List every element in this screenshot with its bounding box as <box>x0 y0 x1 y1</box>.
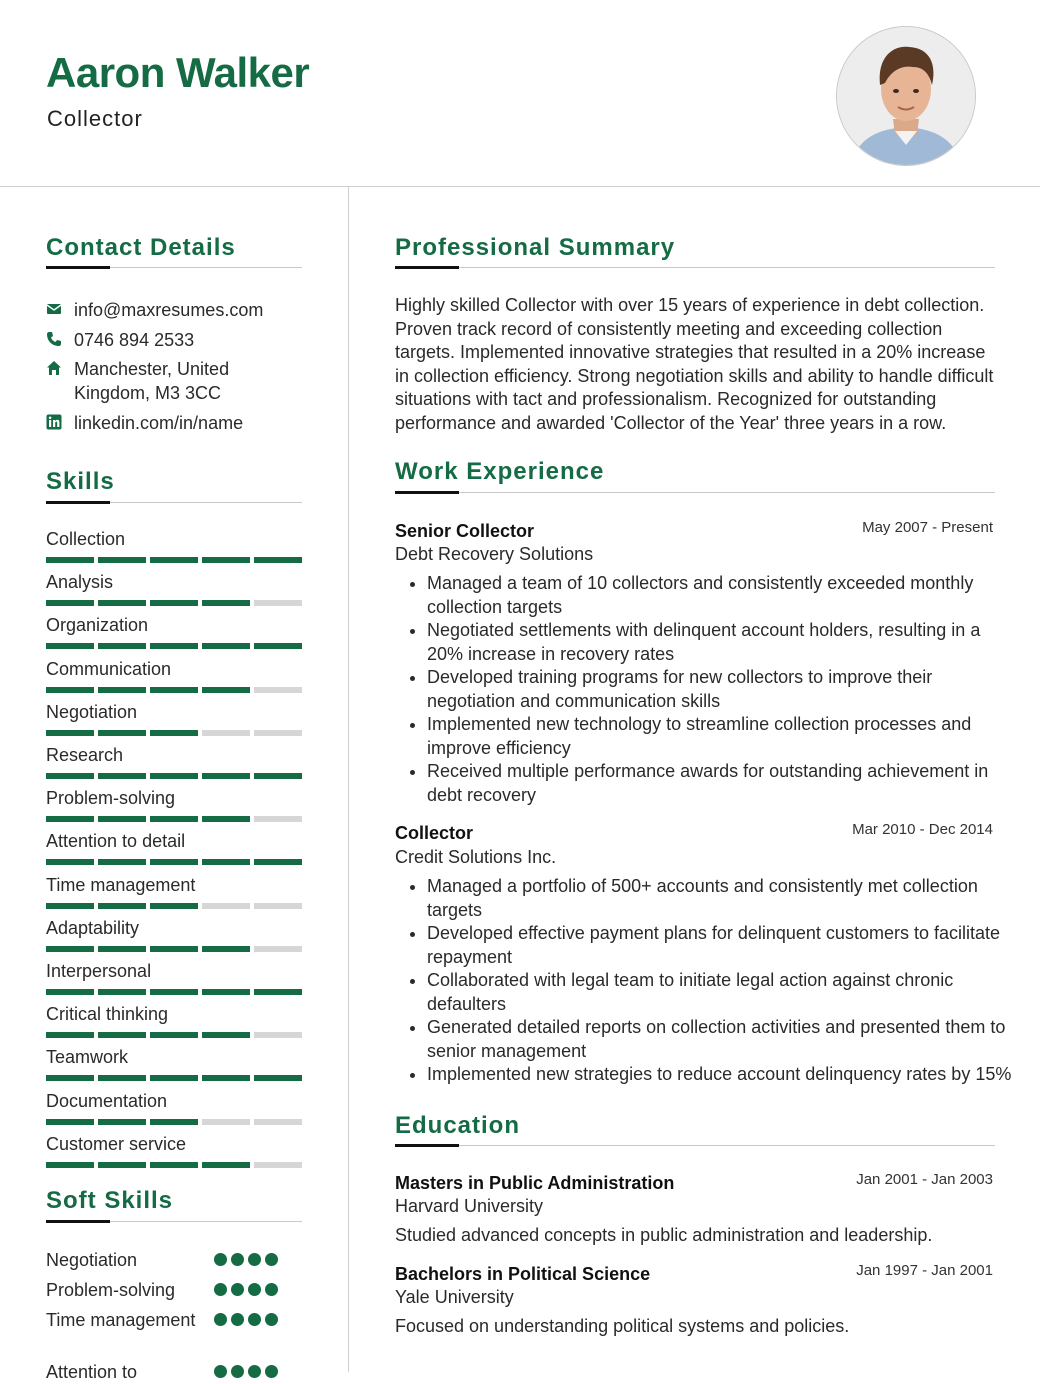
skill-level-bar <box>46 687 302 693</box>
skill-level-segment <box>98 903 146 909</box>
skill-level-segment <box>46 600 94 606</box>
linkedin-text: linkedin.com/in/name <box>74 413 244 433</box>
skill-level-segment <box>202 903 250 909</box>
skill-level-segment <box>254 989 302 995</box>
skill-level-segment <box>254 859 302 865</box>
summary-section-title: Professional Summary <box>395 234 676 261</box>
list-item: • Negotiated settlements with delinquent account holders, resulting in a 20% increase in recovery rates <box>427 619 1017 666</box>
home-icon <box>46 360 62 376</box>
skill-label: Problem-solving <box>46 788 176 808</box>
skill-level-segment <box>150 946 198 952</box>
skill-row <box>46 918 302 952</box>
skill-level-segment <box>202 989 250 995</box>
person-photo-icon <box>837 27 975 165</box>
list-item: • Managed a portfolio of 500+ accounts and consistently met collection targets <box>427 875 1017 922</box>
skill-level-segment <box>254 687 302 693</box>
rating-dot <box>248 1253 261 1266</box>
skill-level-segment <box>254 816 302 822</box>
contact-section-title: Contact Details <box>46 234 236 261</box>
job-company: Credit Solutions Inc. <box>395 847 557 867</box>
skill-row <box>46 1047 302 1081</box>
skill-level-bar <box>46 859 302 865</box>
skill-level-segment <box>46 687 94 693</box>
contact-linkedin[interactable] <box>46 411 243 435</box>
skill-level-segment <box>202 1119 250 1125</box>
list-item: • Developed effective payment plans for delinquent customers to facilitate repayment <box>427 922 1017 969</box>
skill-level-segment <box>202 1032 250 1038</box>
skill-level-segment <box>150 1119 198 1125</box>
skill-level-segment <box>46 1119 94 1125</box>
skill-row <box>46 788 302 822</box>
soft-skills-section-title: Soft Skills <box>46 1187 174 1214</box>
rating-dot <box>231 1313 244 1326</box>
skill-level-segment <box>150 730 198 736</box>
skill-level-segment <box>254 600 302 606</box>
skill-level-bar <box>46 1162 302 1168</box>
skill-level-bar <box>46 600 302 606</box>
skill-level-segment <box>254 557 302 563</box>
degree-title: Bachelors in Political Science <box>395 1264 651 1284</box>
skill-row <box>46 1134 302 1168</box>
soft-skill-label: Time management <box>46 1310 196 1330</box>
list-item: • Received multiple performance awards for outstanding achievement in debt recovery <box>427 760 1017 807</box>
skill-level-segment <box>150 903 198 909</box>
email-text: info@maxresumes.com <box>74 300 264 320</box>
skill-level-segment <box>254 643 302 649</box>
skill-level-segment <box>202 1162 250 1168</box>
list-item: • Collaborated with legal team to initiate legal action against chronic defaulters <box>427 969 1017 1016</box>
skill-level-segment <box>150 1032 198 1038</box>
skill-level-segment <box>98 643 146 649</box>
skill-row <box>46 615 302 649</box>
skill-row <box>46 961 302 995</box>
rating-dot <box>265 1253 278 1266</box>
soft-skills-section-rule <box>46 1221 302 1222</box>
skill-level-segment <box>202 773 250 779</box>
school-name: Yale University <box>395 1287 514 1307</box>
skill-level-segment <box>98 600 146 606</box>
skill-level-segment <box>202 859 250 865</box>
skill-level-segment <box>46 903 94 909</box>
phone-icon <box>46 331 62 347</box>
skill-level-segment <box>46 557 94 563</box>
summary-text: Highly skilled Collector with over 15 years of experience in debt collection. Proven track record of consistently meeting and exceeding collection targets. Implemented innovative strategies that resulted in a 20% increase in collection efficiency. Strong negotiation skills and ability to handle difficult situations with tact and professionalism. Recognized for outstanding performance and awarded 'Collector of the Year' three years in a row. <box>395 295 994 433</box>
list-item: • Implemented new technology to streamline collection processes and improve efficiency <box>427 713 1017 760</box>
skill-level-segment <box>46 1032 94 1038</box>
skill-level-bar <box>46 903 302 909</box>
soft-skill-row <box>46 1308 302 1332</box>
skill-level-bar <box>46 773 302 779</box>
skill-level-segment <box>202 687 250 693</box>
experience-section-title: Work Experience <box>395 458 605 485</box>
skill-level-segment <box>46 859 94 865</box>
skill-label: Interpersonal <box>46 961 152 981</box>
education-section-title: Education <box>395 1112 521 1139</box>
skill-level-segment <box>46 730 94 736</box>
list-item: • Developed training programs for new collectors to improve their negotiation and communication skills <box>427 666 1017 713</box>
job-bullets <box>405 875 1017 1087</box>
skill-level-segment <box>254 1162 302 1168</box>
skill-level-segment <box>98 687 146 693</box>
skill-level-segment <box>98 1119 146 1125</box>
rating-dot <box>231 1283 244 1296</box>
skill-level-segment <box>98 989 146 995</box>
experience-section-rule <box>395 492 995 493</box>
skill-level-bar <box>46 643 302 649</box>
rating-dot <box>248 1313 261 1326</box>
skill-label: Customer service <box>46 1134 187 1154</box>
skill-label: Analysis <box>46 572 114 592</box>
skill-level-segment <box>46 946 94 952</box>
skill-level-segment <box>46 1075 94 1081</box>
skill-level-segment <box>202 557 250 563</box>
skill-level-segment <box>202 730 250 736</box>
skill-level-segment <box>150 1162 198 1168</box>
skill-level-segment <box>254 773 302 779</box>
skill-level-segment <box>254 903 302 909</box>
skill-row <box>46 529 302 563</box>
skill-label: Collection <box>46 529 126 549</box>
skill-level-segment <box>254 730 302 736</box>
soft-skill-label: Negotiation <box>46 1250 138 1270</box>
skill-level-segment <box>150 773 198 779</box>
education-description: Focused on understanding political systems and policies. <box>395 1316 850 1336</box>
phone-text: 0746 894 2533 <box>74 330 195 350</box>
list-item: • Implemented new strategies to reduce account delinquency rates by 15% <box>427 1063 1017 1087</box>
skill-level-segment <box>98 730 146 736</box>
skill-level-segment <box>46 816 94 822</box>
contact-email[interactable] <box>46 298 263 322</box>
skill-level-bar <box>46 816 302 822</box>
skill-row <box>46 1004 302 1038</box>
soft-skill-row <box>46 1248 302 1272</box>
skill-level-segment <box>202 643 250 649</box>
skill-level-segment <box>98 946 146 952</box>
profile-photo <box>836 26 976 166</box>
skill-label: Teamwork <box>46 1047 129 1067</box>
skill-label: Critical thinking <box>46 1004 169 1024</box>
skills-section-rule <box>46 502 302 503</box>
skill-level-segment <box>98 557 146 563</box>
job-title: Senior Collector <box>395 521 535 541</box>
job-date: May 2007 - Present <box>862 519 993 536</box>
skill-level-segment <box>98 1032 146 1038</box>
skill-level-segment <box>202 946 250 952</box>
education-date: Jan 2001 - Jan 2003 <box>856 1171 993 1188</box>
skill-label: Negotiation <box>46 702 138 722</box>
column-divider <box>348 187 349 1372</box>
education-date: Jan 1997 - Jan 2001 <box>856 1262 993 1279</box>
skill-level-segment <box>254 1119 302 1125</box>
skill-level-segment <box>46 1162 94 1168</box>
contact-section-rule <box>46 267 302 268</box>
address-line-2: Kingdom, M3 3CC <box>74 383 222 403</box>
skill-level-bar <box>46 1032 302 1038</box>
list-item: • Managed a team of 10 collectors and consistently exceeded monthly collection targets <box>427 572 1017 619</box>
resume-header <box>0 0 1040 187</box>
soft-skill-label: Attention to <box>46 1362 138 1382</box>
skill-level-segment <box>98 1162 146 1168</box>
soft-skill-row <box>46 1278 302 1302</box>
linkedin-icon <box>46 414 62 430</box>
degree-title: Masters in Public Administration <box>395 1173 675 1193</box>
envelope-icon <box>46 301 62 317</box>
skill-level-bar <box>46 1075 302 1081</box>
skill-level-segment <box>202 1075 250 1081</box>
skill-level-bar <box>46 946 302 952</box>
skill-label: Research <box>46 745 124 765</box>
skill-level-segment <box>254 1075 302 1081</box>
skill-row <box>46 572 302 606</box>
rating-dot <box>265 1313 278 1326</box>
soft-skill-rating <box>214 1283 278 1296</box>
skill-row <box>46 659 302 693</box>
skill-level-segment <box>150 989 198 995</box>
contact-address <box>46 357 229 405</box>
skill-level-segment <box>254 946 302 952</box>
skill-row <box>46 1091 302 1125</box>
skill-level-segment <box>98 859 146 865</box>
skill-label: Time management <box>46 875 196 895</box>
skill-label: Organization <box>46 615 149 635</box>
rating-dot <box>248 1283 261 1296</box>
skill-label: Adaptability <box>46 918 140 938</box>
rating-dot <box>214 1283 227 1296</box>
soft-skill-rating <box>214 1253 278 1266</box>
skill-level-segment <box>150 557 198 563</box>
skill-level-segment <box>150 859 198 865</box>
rating-dot <box>265 1283 278 1296</box>
skill-level-segment <box>254 1032 302 1038</box>
list-item: • Generated detailed reports on collection activities and presented them to senior management <box>427 1016 1017 1063</box>
skill-level-segment <box>46 989 94 995</box>
rating-dot <box>214 1313 227 1326</box>
contact-phone[interactable] <box>46 328 194 352</box>
school-name: Harvard University <box>395 1196 544 1216</box>
skill-level-bar <box>46 1119 302 1125</box>
skill-level-segment <box>98 773 146 779</box>
summary-section-rule <box>395 267 995 268</box>
skill-label: Attention to detail <box>46 831 186 851</box>
skill-row <box>46 831 302 865</box>
skill-level-segment <box>98 1075 146 1081</box>
job-bullets <box>405 572 1017 807</box>
skill-level-bar <box>46 989 302 995</box>
skill-row <box>46 702 302 736</box>
skill-level-bar <box>46 730 302 736</box>
skill-level-segment <box>46 643 94 649</box>
skills-section-title: Skills <box>46 468 115 495</box>
skill-level-segment <box>150 600 198 606</box>
job-date: Mar 2010 - Dec 2014 <box>852 821 993 838</box>
candidate-role: Collector <box>47 106 143 131</box>
address-line-1: Manchester, United <box>74 359 230 379</box>
soft-skill-row <box>46 1360 302 1384</box>
rating-dot <box>231 1253 244 1266</box>
skill-level-segment <box>150 816 198 822</box>
skill-level-segment <box>202 816 250 822</box>
skill-level-segment <box>46 773 94 779</box>
education-section-rule <box>395 1145 995 1146</box>
skill-level-segment <box>150 643 198 649</box>
skill-label: Communication <box>46 659 172 679</box>
skill-level-segment <box>150 687 198 693</box>
skill-level-segment <box>202 600 250 606</box>
skill-row <box>46 875 302 909</box>
job-company: Debt Recovery Solutions <box>395 544 594 564</box>
candidate-name: Aaron Walker <box>46 49 310 96</box>
skill-label: Documentation <box>46 1091 168 1111</box>
skill-level-segment <box>150 1075 198 1081</box>
soft-skill-label: Problem-solving <box>46 1280 176 1300</box>
soft-skill-rating <box>214 1313 278 1326</box>
skill-level-bar <box>46 557 302 563</box>
skill-row <box>46 745 302 779</box>
education-description: Studied advanced concepts in public administration and leadership. <box>395 1225 933 1245</box>
skill-level-segment <box>98 816 146 822</box>
job-title: Collector <box>395 823 474 843</box>
rating-dot <box>214 1253 227 1266</box>
